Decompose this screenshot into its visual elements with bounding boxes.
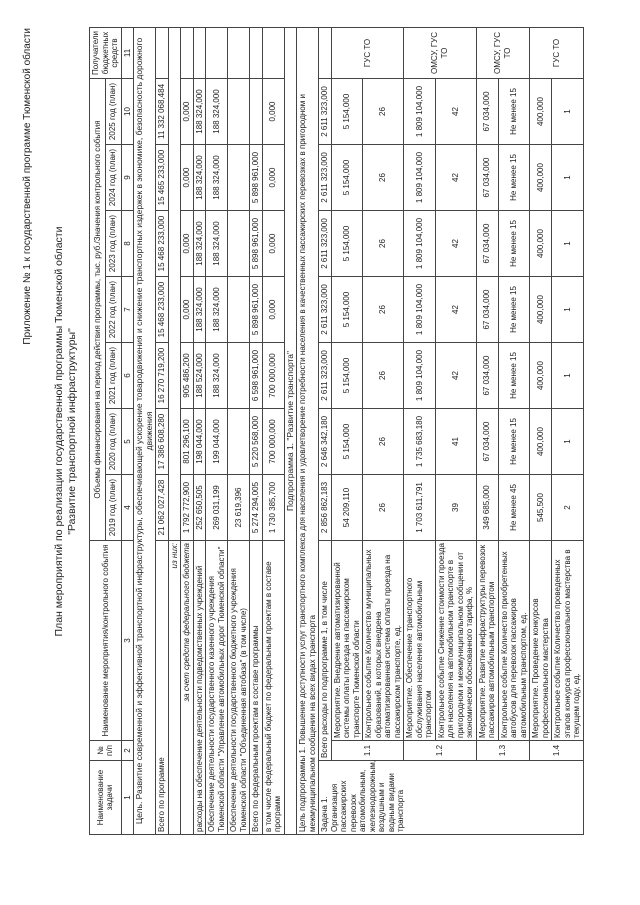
breakdown-value: 188 524,000 — [193, 343, 206, 409]
event-value: 1 809 104,000 — [404, 343, 436, 409]
breakdown-value: 5 898 961,000 — [250, 211, 263, 277]
control-event: Контрольное событие Количество приобретенных автобусов для перевозок пассажиров автомобильным транспортом, ед. — [498, 541, 530, 741]
col-finance-group: Объемы финансирования на период действия программы, тыс. руб./Значения контрольного события — [90, 78, 106, 540]
event-row — [476, 27, 498, 834]
breakdown-value — [228, 211, 250, 277]
item-number: 1.1 — [331, 741, 404, 761]
col-year: 2023 год (план) — [105, 211, 121, 277]
breakdown-value: 199 044,000 — [206, 409, 228, 475]
breakdown-value: 188 324,000 — [193, 211, 206, 277]
breakdown-value: 23 619,396 — [228, 475, 250, 541]
recipient: ОМСУ, ГУС ТО — [404, 27, 477, 78]
subprogram-total-value: 2 611 323,000 — [319, 343, 332, 409]
breakdown-label: за счет средств федерального бюджета — [181, 541, 194, 835]
recipient: ГУС ТО — [530, 27, 584, 78]
breakdown-value: 188 324,000 — [206, 211, 228, 277]
program-breakdown-row — [206, 27, 228, 834]
breakdown-value: 0,000 — [262, 211, 284, 277]
program-total-value: 21 062 027,428 — [156, 475, 169, 541]
breakdown-value — [228, 78, 250, 144]
task-cell: Задача 1. Организация пассажирских перевозок автомобильным, железнодорожным, воздушным и водным видами транспорта — [319, 761, 584, 835]
subprogram-total-value: 2 611 323,000 — [319, 78, 332, 144]
breakdown-value — [228, 145, 250, 211]
col-number: 5 — [121, 409, 134, 475]
breakdown-value: 0,000 — [262, 78, 284, 144]
control-value: 42 — [435, 145, 476, 211]
breakdown-label: Обеспечение деятельности государственного казенного учреждения Тюменской области "Управление автомобильных дорог Тюменской области" — [206, 541, 228, 835]
col-number: 8 — [121, 211, 134, 277]
event-value: 400,000 — [530, 211, 552, 277]
control-value: 1 — [552, 78, 584, 144]
event-value: 349 685,000 — [476, 475, 498, 541]
item-number: 1.4 — [530, 741, 584, 761]
program-total-value: 17 386 608,280 — [156, 409, 169, 475]
col-number: 9 — [121, 145, 134, 211]
event-value: 5 154,000 — [331, 78, 363, 144]
breakdown-value: 0,000 — [181, 78, 194, 144]
event-value: 400,000 — [530, 277, 552, 343]
event-value: 545,500 — [530, 475, 552, 541]
program-total-value: 16 270 719,200 — [156, 343, 169, 409]
control-value: 1 — [552, 409, 584, 475]
breakdown-label: расходы на обеспечение деятельности подведомственных учреждений — [193, 541, 206, 835]
title-line-2: "Развитие транспортной инфраструктуры" — [66, 328, 78, 535]
event-value: 1 809 104,000 — [404, 211, 436, 277]
control-value: 42 — [435, 78, 476, 144]
event-value: 5 154,000 — [331, 409, 363, 475]
control-value: 26 — [363, 343, 404, 409]
breakdown-value: 6 598 961,000 — [250, 343, 263, 409]
recipient: ГУС ТО — [331, 27, 404, 78]
breakdown-value: 0,000 — [181, 277, 194, 343]
col-num: № п/п — [90, 741, 122, 761]
event-value: 400,000 — [530, 145, 552, 211]
breakdown-value: 700 000,000 — [262, 409, 284, 475]
event-value: 400,000 — [530, 409, 552, 475]
title-line-1: План мероприятий по реализации государственной программы Тюменской области — [53, 226, 65, 637]
event-name: Мероприятие. Развитие инфраструктуры перевозок пассажиров автомобильным транспортом — [476, 541, 498, 741]
breakdown-value: 252 650,505 — [193, 475, 206, 541]
breakdown-value: 188 324,000 — [206, 277, 228, 343]
control-value: 1 — [552, 211, 584, 277]
control-row — [435, 27, 476, 834]
col-year: 2019 год (план) — [105, 475, 121, 541]
control-value: Не менее 15 — [498, 343, 530, 409]
breakdown-value: 905 486,200 — [181, 343, 194, 409]
breakdown-value: 0,000 — [181, 145, 194, 211]
program-total-value: 15 468 233,000 — [156, 277, 169, 343]
control-value: 1 — [552, 343, 584, 409]
breakdown-value: 188 324,000 — [206, 78, 228, 144]
program-total-value: 11 332 068,484 — [156, 78, 169, 144]
col-year: 2025 год (план) — [105, 78, 121, 144]
breakdown-value: 700 000,000 — [262, 343, 284, 409]
col-task: Наименование задачи — [90, 761, 122, 835]
control-value: 26 — [363, 277, 404, 343]
col-number: 3 — [121, 541, 134, 741]
col-year: 2022 год (план) — [105, 277, 121, 343]
program-breakdown-row — [250, 27, 263, 834]
col-number: 6 — [121, 343, 134, 409]
program-total-label: Всего по программе — [156, 541, 169, 835]
table-body — [134, 27, 584, 834]
event-value: 67 034,000 — [476, 211, 498, 277]
event-value: 5 154,000 — [331, 343, 363, 409]
program-breakdown-row — [228, 27, 250, 834]
col-number: 10 — [121, 78, 134, 144]
event-name: Мероприятие. Обеспечение транспортного обслуживания населения автомобильным транспортом — [404, 541, 436, 741]
control-value: 26 — [363, 145, 404, 211]
breakdown-value: 5 898 961,000 — [250, 277, 263, 343]
control-value: 26 — [363, 211, 404, 277]
control-value: 41 — [435, 409, 476, 475]
breakdown-value: 1 730 385,700 — [262, 475, 284, 541]
col-year: 2020 год (план) — [105, 409, 121, 475]
breakdown-value: 801 296,100 — [181, 409, 194, 475]
plan-table — [89, 27, 584, 835]
breakdown-value — [228, 409, 250, 475]
event-name: Мероприятие. Внедрение автоматизированной системы оплаты проезда на пассажирском транспорте Тюменской области — [331, 541, 363, 741]
breakdown-value: 188 324,000 — [193, 78, 206, 144]
subprogram-goal: Цель подпрограммы 1. Повышение доступности услуг транспортного комплекса для населения и удовлетворение потребности населения в качественных пассажирских перевозках в пригородном и межмуниципальном сообщении на всех видах транспорта — [297, 27, 319, 834]
control-value: Не менее 45 — [498, 475, 530, 541]
control-event: Контрольное событие Количество проведенных этапов конкурса профессионального мастерства в текущем году, ед. — [552, 541, 584, 741]
breakdown-label: в том числе федеральный бюджет по федеральным проектам в составе программ — [262, 541, 284, 835]
subprogram-total-value: 2 611 323,000 — [319, 211, 332, 277]
program-total-row — [156, 27, 169, 834]
control-value: 26 — [363, 409, 404, 475]
event-value: 54 209,110 — [331, 475, 363, 541]
breakdown-value: 1 792 772,900 — [181, 475, 194, 541]
breakdown-value: 198 044,000 — [193, 409, 206, 475]
control-value: Не менее 15 — [498, 409, 530, 475]
event-value: 400,000 — [530, 78, 552, 144]
breakdown-value — [228, 277, 250, 343]
control-value: 42 — [435, 211, 476, 277]
program-breakdown-row — [193, 27, 206, 834]
control-value: Не менее 15 — [498, 145, 530, 211]
control-value: Не менее 15 — [498, 277, 530, 343]
table-header — [90, 27, 134, 834]
event-value: 67 034,000 — [476, 277, 498, 343]
subprogram-total-row — [319, 27, 332, 834]
breakdown-label: Всего по федеральным проектам в составе программы — [250, 541, 263, 835]
breakdown-value — [228, 343, 250, 409]
breakdown-label: Обеспечение деятельности государственного бюджетного учреждения Тюменской области "Объединенная автобаза" (в том числе) — [228, 541, 250, 835]
program-breakdown-row — [262, 27, 284, 834]
event-value: 1 809 104,000 — [404, 277, 436, 343]
control-value: 26 — [363, 475, 404, 541]
col-year: 2024 год (план) — [105, 145, 121, 211]
subprogram-total-value: 2 856 862,183 — [319, 475, 332, 541]
breakdown-value: 5 898 961,000 — [250, 145, 263, 211]
control-value: Не менее 15 — [498, 211, 530, 277]
event-value: 67 034,000 — [476, 78, 498, 144]
breakdown-value: 0,000 — [262, 145, 284, 211]
event-value: 5 154,000 — [331, 211, 363, 277]
breakdown-value: 188 324,000 — [206, 145, 228, 211]
event-value: 67 034,000 — [476, 343, 498, 409]
breakdown-value: 5 220 568,000 — [250, 409, 263, 475]
col-number: 4 — [121, 475, 134, 541]
subprogram-total-value: 2 611 323,000 — [319, 145, 332, 211]
event-value: 67 034,000 — [476, 145, 498, 211]
breakdown-value: 269 031,199 — [206, 475, 228, 541]
control-row — [552, 27, 584, 834]
breakdown-value: 5 274 294,005 — [250, 475, 263, 541]
of-which-label: из них: — [168, 541, 181, 835]
breakdown-value: 188 324,000 — [193, 145, 206, 211]
subprogram-total-value: 2 646 342,180 — [319, 409, 332, 475]
subprogram-total-value: 2 611 323,000 — [319, 277, 332, 343]
program-goal: Цель. Развитие современной и эффективной транспортной инфраструктуры, обеспечивающей ускорение товародвижения и снижение транспортных издержек в экономике, безопасность дорожного движения — [134, 27, 156, 834]
col-number: 7 — [121, 277, 134, 343]
event-row — [530, 27, 552, 834]
col-number: 1 — [121, 761, 134, 835]
control-value: 26 — [363, 78, 404, 144]
program-total-value: 15 465 233,000 — [156, 145, 169, 211]
event-row — [331, 27, 363, 834]
breakdown-value: 0,000 — [181, 211, 194, 277]
program-total-value: 15 468 233,000 — [156, 211, 169, 277]
control-value: Не менее 15 — [498, 78, 530, 144]
event-value: 400,000 — [530, 343, 552, 409]
breakdown-value — [250, 78, 263, 144]
control-event: Контрольное событие Снижение стоимости проезда для населения на автомобильном транспорте в пригородном и межмуниципальном сообщении от экономически обоснованного тарифа, % — [435, 541, 476, 741]
program-breakdown-row — [181, 27, 194, 834]
col-number: 2 — [121, 741, 134, 761]
control-value: 39 — [435, 475, 476, 541]
subprogram-title: Подпрограмма 1. "Развитие транспорта" — [284, 27, 297, 834]
control-row — [363, 27, 404, 834]
subprogram-total-label: Всего расходы по подпрограмме 1, в том числе — [319, 541, 332, 761]
control-value: 2 — [552, 475, 584, 541]
control-row — [498, 27, 530, 834]
event-value: 1 809 104,000 — [404, 78, 436, 144]
col-number: 11 — [121, 27, 134, 78]
breakdown-value: 188 324,000 — [206, 343, 228, 409]
item-number: 1.2 — [404, 741, 477, 761]
control-event: Контрольное событие Количество муниципальных образований, в которых внедрена автоматизированная система оплаты проезда на пассажирском транспорте, ед. — [363, 541, 404, 741]
control-value: 42 — [435, 343, 476, 409]
event-row — [404, 27, 436, 834]
event-name: Мероприятие. Проведение конкурсов профессионального мастерства — [530, 541, 552, 741]
event-value: 67 034,000 — [476, 409, 498, 475]
event-value: 5 154,000 — [331, 277, 363, 343]
col-year: 2021 год (план) — [105, 343, 121, 409]
event-value: 1 809 104,000 — [404, 145, 436, 211]
col-event: Наименование мероприятия/контрольного события — [90, 541, 122, 741]
document-title — [53, 28, 79, 835]
item-number: 1.3 — [476, 741, 530, 761]
control-value: 42 — [435, 277, 476, 343]
col-recipients: Получатели бюджетных средств — [90, 27, 122, 78]
event-value: 5 154,000 — [331, 145, 363, 211]
event-value: 1 735 683,180 — [404, 409, 436, 475]
appendix-note: Приложение № 1 к государственной программе Тюменской области — [22, 28, 33, 345]
control-value: 1 — [552, 145, 584, 211]
breakdown-value: 0,000 — [262, 277, 284, 343]
event-value: 1 703 611,791 — [404, 475, 436, 541]
control-value: 1 — [552, 277, 584, 343]
recipient: ОМСУ, ГУС ТО — [476, 27, 530, 78]
breakdown-value: 188 324,000 — [193, 277, 206, 343]
